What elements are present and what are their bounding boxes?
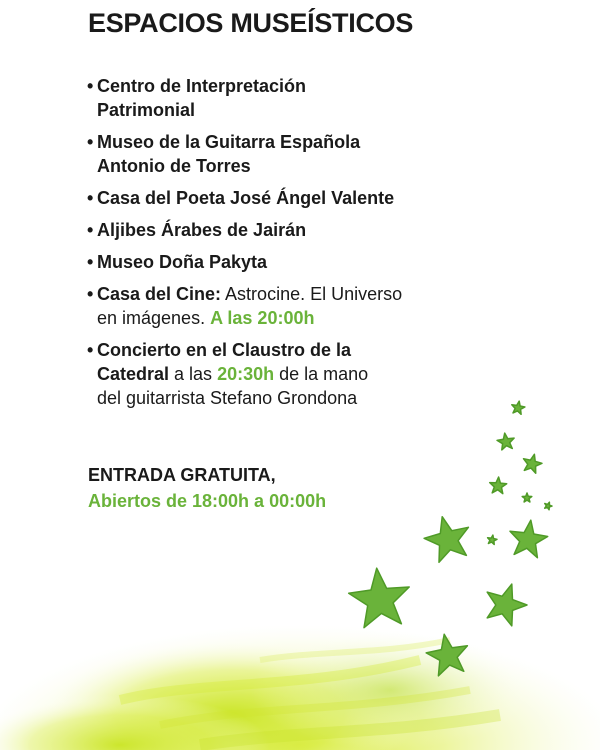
list-item [88,186,468,210]
star-icon [510,520,548,558]
star-icon [545,502,552,510]
star-icon [497,433,514,450]
concierto-after: de la mano [274,364,369,384]
star-icon [424,517,468,563]
venue-name-cont: Patrimonial [97,100,196,120]
entrada-block [88,462,326,514]
list-item [88,130,468,178]
yellow-glow-shape [0,625,600,750]
venue-list [88,74,468,418]
page-title: ESPACIOS MUSEÍSTICOS [88,8,414,38]
star-icon [487,584,527,626]
star-icon [524,454,543,473]
list-item [88,74,468,122]
opening-hours: Abiertos de 18:00h a 00:00h [88,491,327,511]
star-icon [349,568,410,628]
concierto-name-cont: Catedral [97,364,170,384]
concierto-name: Concierto en el Claustro de la [97,340,352,360]
venue-name: Centro de Interpretación [97,76,307,96]
venue-name: Casa del Poeta José Ángel Valente [97,188,395,208]
star-icon [349,401,552,676]
list-item-concierto [88,338,468,410]
venue-name: Aljibes Árabes de Jairán [97,220,307,240]
list-item [88,250,468,274]
star-icon [522,493,532,502]
entrada-label: ENTRADA GRATUITA, [88,465,276,485]
cine-time: A las 20:00h [210,308,315,328]
venue-name: Museo de la Guitarra Española [97,132,361,152]
concierto-time: 20:30h [217,364,275,384]
star-icon [512,401,525,414]
cine-description-cont: en imágenes. [97,308,211,328]
venue-name: Museo Doña Pakyta [97,252,268,272]
list-item [88,218,468,242]
cine-name: Casa del Cine: [97,284,222,304]
list-item-cine [88,282,468,330]
star-icon [426,634,467,676]
star-icon [490,477,507,494]
concierto-connector: a las [169,364,218,384]
concierto-performer: del guitarrista Stefano Grondona [97,388,358,408]
cine-description: Astrocine. El Universo [221,284,403,304]
star-icon [488,535,497,544]
venue-name-cont: Antonio de Torres [97,156,251,176]
